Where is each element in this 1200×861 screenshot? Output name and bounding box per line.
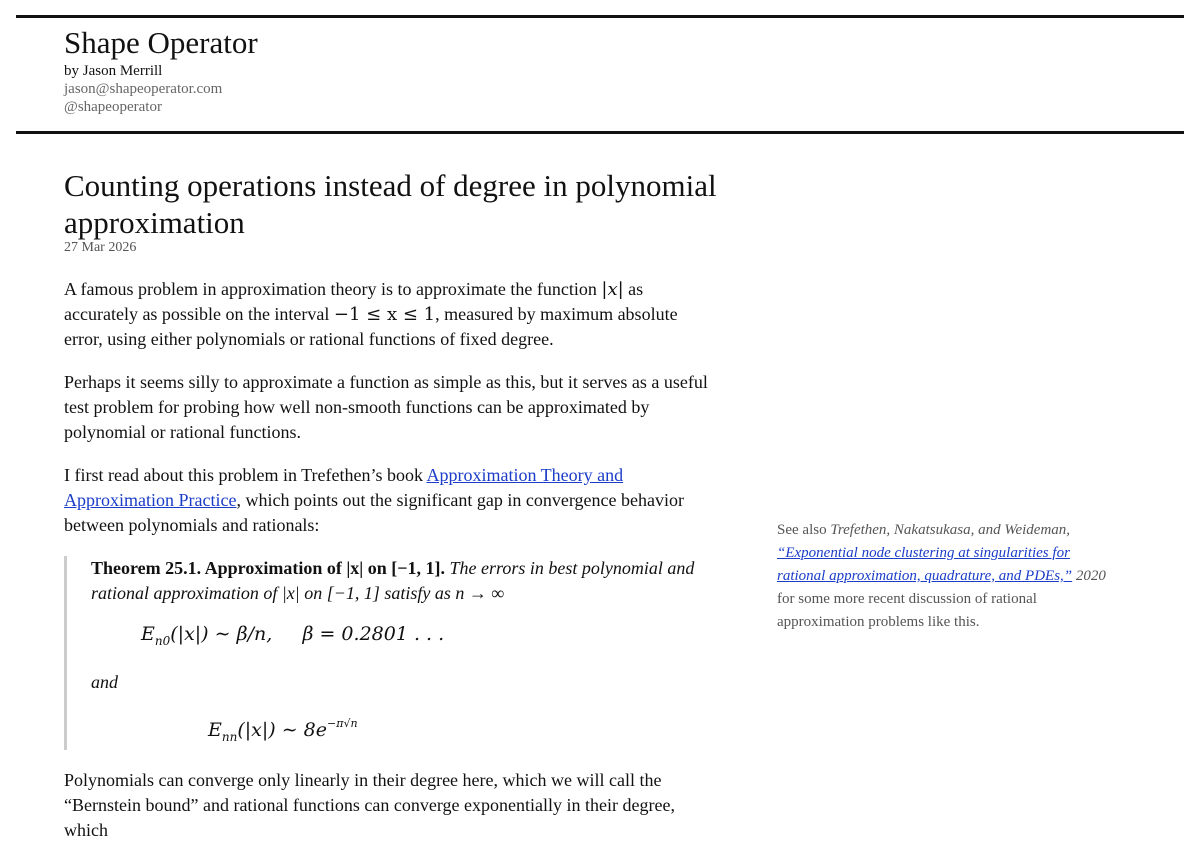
sidenote-paper-link[interactable]: “Exponential node clustering at singularities for rational approximation, quadrature, and PDEs,”	[777, 545, 1073, 584]
author-email[interactable]: jason@shapeoperator.com	[64, 81, 223, 97]
math-interval: −1 ≤ x ≤ 1	[333, 304, 436, 325]
paragraph-intro: A famous problem in approximation theory is to approximate the function |x| as accurately as possible on the interval −1 ≤ x ≤ 1, measured by maximum absolute error, using either polynomials or rational functions of fixed degree.	[64, 279, 678, 349]
theorem-blockquote	[64, 556, 714, 750]
theorem-body: The errors in best polynomial and rational approximation of |x| on [−1, 1] satisfy as n → ∞	[91, 558, 695, 603]
equation-polynomial-error: $E_{n0}(|x|)$ ∼ β/n, β = 0.2801 . . .	[141, 623, 445, 648]
equation-rational-error: $E_{nn}(|x|)$ ∼ $8e^{-\pi√n}$	[208, 717, 358, 744]
book-link[interactable]: Approximation Theory and Approximation Practice	[64, 465, 624, 510]
author-byline: by Jason Merrill	[64, 63, 163, 79]
site-title[interactable]: Shape Operator	[64, 25, 258, 60]
post-date: 27 Mar 2026	[64, 240, 137, 255]
post-title: Counting operations instead of degree in polynomial approximation	[64, 168, 717, 240]
header-bottom-rule	[16, 131, 1184, 134]
theorem-heading: Theorem 25.1. Approximation of |x| on [−1, 1].	[91, 558, 446, 578]
math-abs-x: |x|	[601, 279, 624, 300]
paragraph-motivation: Perhaps it seems silly to approximate a function as simple as this, but it serves as a useful test problem for probing how well non-smooth functions can be approximated by polynomial or rational functions.	[64, 372, 708, 442]
post-body	[64, 277, 714, 861]
sidenote-authors: Trefethen, Nakatsukasa, and Weideman,	[830, 522, 1071, 538]
theorem-statement	[91, 556, 714, 606]
theorem-and: and	[91, 672, 118, 692]
sidenote: See also Trefethen, Nakatsukasa, and Weideman, “Exponential node clustering at singularities for rational approximation, quadrature, and PDEs,” 2020 for some more recent discussion of rational approximation problems like this.	[777, 522, 1106, 630]
paragraph-reference: I first read about this problem in Trefethen’s book Approximation Theory and Approximation Practice, which points out the significant gap in convergence behavior between polynomials and rationals:	[64, 465, 685, 535]
site-header	[64, 25, 258, 116]
header-top-rule	[16, 15, 1184, 18]
author-handle[interactable]: @shapeoperator	[64, 99, 162, 115]
paragraph-convergence: Polynomials can converge only linearly in their degree here, which we will call the “Bernstein bound” and rational functions can converge exponentially in their degree, which	[64, 770, 675, 840]
sidenote-year: 2020	[1075, 568, 1106, 584]
